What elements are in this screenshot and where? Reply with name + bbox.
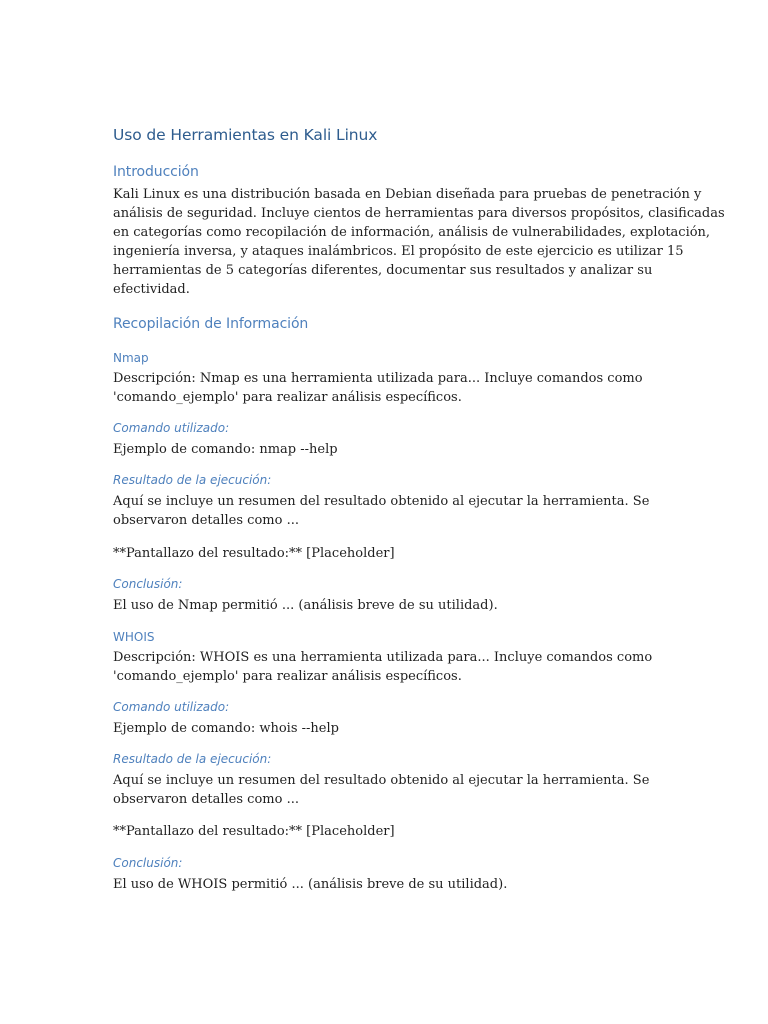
conclusion-text: El uso de Nmap permitió ... (análisis breve de su utilidad). [113, 598, 498, 613]
result-text [113, 771, 661, 809]
command-heading: Comando utilizado: [113, 700, 230, 714]
description-line: Descripción: WHOIS es una herramienta utilizada para... Incluye comandos como [113, 650, 653, 665]
tool-name-whois: WHOIS [113, 630, 155, 644]
command-text: Ejemplo de comando: nmap --help [113, 442, 338, 457]
intro-line: en categorías como recopilación de información, análisis de vulnerabilidades, explotación, [113, 225, 711, 240]
document-title: Uso de Herramientas en Kali Linux [113, 126, 378, 144]
command-heading: Comando utilizado: [113, 421, 230, 435]
section-heading: Recopilación de Información [113, 316, 309, 332]
description-line: 'comando_ejemplo' para realizar análisis específicos. [113, 390, 462, 405]
intro-line: análisis de seguridad. Incluye cientos de herramientas para diversos propósitos, clasificadas [113, 206, 725, 221]
result-line: observaron detalles como ... [113, 513, 299, 528]
description-line: 'comando_ejemplo' para realizar análisis específicos. [113, 669, 462, 684]
intro-heading: Introducción [113, 164, 199, 180]
intro-paragraph [113, 185, 725, 299]
intro-line: efectividad. [113, 282, 190, 297]
screenshot-placeholder: **Pantallazo del resultado:** [Placeholder] [113, 546, 395, 561]
description-line: Descripción: Nmap es una herramienta utilizada para... Incluye comandos como [113, 371, 643, 386]
result-text [113, 492, 661, 530]
result-line: Aquí se incluye un resumen del resultado obtenido al ejecutar la herramienta. Se [113, 773, 650, 788]
result-line: Aquí se incluye un resumen del resultado obtenido al ejecutar la herramienta. Se [113, 494, 650, 509]
conclusion-heading: Conclusión: [113, 577, 183, 591]
intro-line: ingeniería inversa, y ataques inalámbricos. El propósito de este ejercicio es utilizar 15 [113, 244, 684, 259]
result-heading: Resultado de la ejecución: [113, 752, 272, 766]
intro-line: Kali Linux es una distribución basada en Debian diseñada para pruebas de penetración y [113, 187, 702, 202]
tool-name-nmap: Nmap [113, 351, 149, 365]
tool-description [113, 369, 661, 407]
command-text: Ejemplo de comando: whois --help [113, 721, 339, 736]
conclusion-heading: Conclusión: [113, 856, 183, 870]
screenshot-placeholder: **Pantallazo del resultado:** [Placeholder] [113, 824, 395, 839]
result-line: observaron detalles como ... [113, 792, 299, 807]
result-heading: Resultado de la ejecución: [113, 473, 272, 487]
intro-line: herramientas de 5 categorías diferentes, documentar sus resultados y analizar su [113, 263, 653, 278]
conclusion-text: El uso de WHOIS permitió ... (análisis breve de su utilidad). [113, 877, 508, 892]
tool-description [113, 648, 661, 686]
